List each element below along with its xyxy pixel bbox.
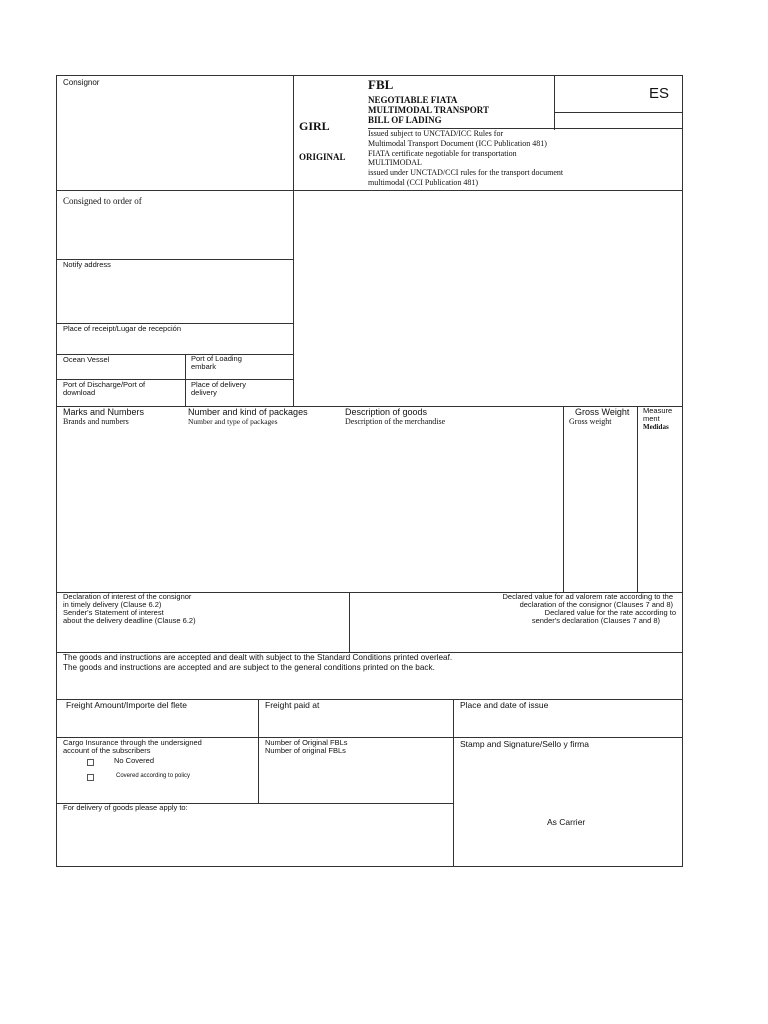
- measure-header: Measure: [643, 406, 673, 415]
- vessel-label: Ocean Vessel: [63, 355, 110, 364]
- declaration-left: about the delivery deadline (Clause 6.2): [63, 616, 196, 625]
- declaration-right: Declared value for ad valorem rate according to the: [502, 592, 673, 601]
- gross-header: Gross Weight: [575, 407, 630, 417]
- issued-line: MULTIMODAL: [368, 158, 422, 167]
- doc-title-line2: MULTIMODAL TRANSPORT: [368, 105, 489, 115]
- notify-label: Notify address: [63, 260, 111, 269]
- fbls-label: Number of original FBLs: [265, 746, 346, 755]
- es-code: ES: [649, 85, 670, 102]
- loading-label: Port of Loading: [191, 354, 242, 363]
- consigned-label: Consigned to order of: [63, 196, 142, 206]
- carrier-label: As Carrier: [547, 817, 586, 827]
- goods-header: Description of goods: [345, 407, 428, 417]
- girl-label: GIRL: [299, 119, 330, 133]
- discharge-label: download: [63, 388, 96, 397]
- accepted-text: The goods and instructions are accepted and are subject to the general conditions printed on the back.: [63, 663, 435, 672]
- covered-label: Covered according to policy: [116, 773, 191, 779]
- apply-label: For delivery of goods please apply to:: [63, 803, 188, 812]
- declaration-left: Declaration of interest of the consignor: [63, 592, 192, 601]
- issued-line: Multimodal Transport Document (ICC Publication 481): [368, 139, 547, 148]
- cargo-insurance-label: account of the subscribers: [63, 746, 151, 755]
- marks-header-alt: Brands and numbers: [63, 417, 129, 426]
- packages-header: Number and kind of packages: [188, 407, 308, 417]
- packages-header-alt: Number and type of packages: [188, 417, 278, 426]
- divider: [637, 406, 638, 593]
- divider: [554, 76, 555, 130]
- divider: [563, 406, 564, 593]
- declaration-right: sender's declaration (Clauses 7 and 8): [531, 616, 660, 625]
- divider: [185, 354, 186, 407]
- accepted-text: The goods and instructions are accepted and dealt with subject to the Standard Conditions printed overleaf.: [63, 653, 453, 662]
- delivery-label: delivery: [191, 388, 217, 397]
- declaration-left: in timely delivery (Clause 6.2): [63, 600, 162, 609]
- fbl-title: FBL: [368, 77, 394, 92]
- measure-header-alt: Medidas: [643, 423, 669, 431]
- issued-line: multimodal (CCI Publication 481): [368, 178, 478, 187]
- place-date-label: Place and date of issue: [460, 700, 549, 710]
- divider: [554, 112, 683, 113]
- cargo-insurance-label: Cargo Insurance through the undersigned: [63, 738, 202, 747]
- stamp-label: Stamp and Signature/Sello y firma: [460, 739, 589, 749]
- receipt-label: Place of receipt/Lugar de recepción: [63, 324, 181, 333]
- fbls-label: Number of Original FBLs: [265, 738, 348, 747]
- loading-label: embark: [191, 362, 217, 371]
- bill-of-lading-form: [56, 75, 683, 867]
- discharge-label: Port of Discharge/Port of: [63, 380, 146, 389]
- gross-header-alt: Gross weight: [569, 417, 612, 426]
- divider: [453, 699, 454, 867]
- divider: [293, 76, 294, 407]
- divider: [57, 190, 683, 191]
- measure-header: ment: [643, 414, 660, 423]
- divider: [349, 592, 350, 653]
- original-label: ORIGINAL: [299, 152, 346, 162]
- doc-title-line1: NEGOTIABLE FIATA: [368, 95, 458, 105]
- declaration-right: Declared value for the rate according to: [544, 608, 676, 617]
- covered-checkbox[interactable]: [87, 774, 94, 781]
- marks-header: Marks and Numbers: [63, 407, 145, 417]
- declaration-left: Sender's Statement of interest: [63, 608, 164, 617]
- not-covered-label: No Covered: [114, 756, 155, 765]
- delivery-label: Place of delivery: [191, 380, 247, 389]
- freight-paid-label: Freight paid at: [265, 700, 320, 710]
- consignor-label: Consignor: [63, 78, 100, 87]
- freight-amount-label: Freight Amount/Importe del flete: [66, 700, 187, 710]
- goods-header-alt: Description of the merchandise: [345, 417, 446, 426]
- issued-line: FIATA certificate negotiable for transportation: [368, 149, 517, 158]
- issued-line: issued under UNCTAD/CCI rules for the transport document: [368, 168, 564, 177]
- not-covered-checkbox[interactable]: [87, 759, 94, 766]
- declaration-right: declaration of the consignor (Clauses 7 and 8): [519, 600, 673, 609]
- issued-line: Issued subject to UNCTAD/ICC Rules for: [368, 129, 504, 138]
- divider: [258, 699, 259, 804]
- doc-title-line3: BILL OF LADING: [368, 115, 442, 125]
